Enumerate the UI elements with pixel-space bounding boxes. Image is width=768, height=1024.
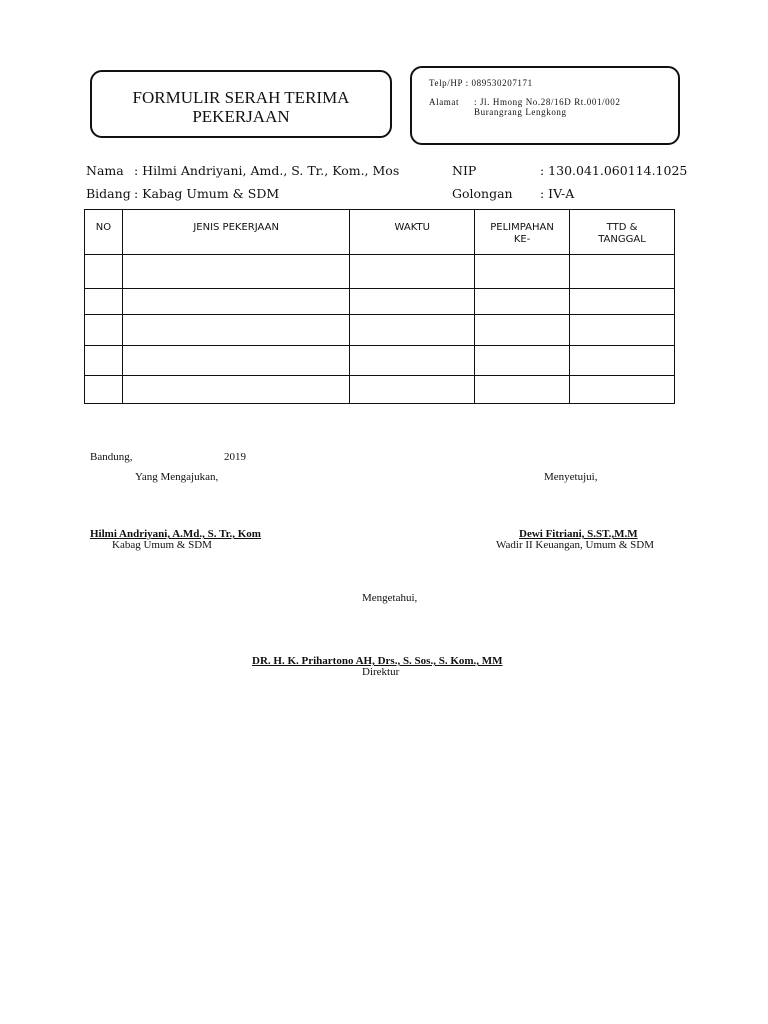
table-cell[interactable]	[350, 289, 475, 315]
applicant-name: Hilmi Andriyani, A.Md., S. Tr., Kom	[90, 528, 261, 540]
table-cell[interactable]	[475, 376, 570, 404]
header-no: NO	[85, 210, 123, 255]
address-label: Alamat	[429, 97, 460, 107]
approver-label: Menyetujui,	[544, 471, 598, 483]
table-cell[interactable]	[122, 346, 349, 376]
address-line-1: : Jl. Hmong No.28/16D Rt.001/002	[474, 97, 621, 107]
table-cell[interactable]	[570, 289, 675, 315]
acknowledged-label: Mengetahui,	[362, 592, 418, 604]
table-cell[interactable]	[350, 346, 475, 376]
header-jenis-pekerjaan: JENIS PEKERJAAN	[122, 210, 349, 255]
bidang-label: Bidang	[86, 186, 131, 201]
phone-number: Telp/HP : 089530207171	[429, 78, 533, 88]
golongan-value: : IV-A	[540, 186, 575, 201]
table-cell[interactable]	[122, 289, 349, 315]
table-row	[85, 376, 675, 404]
director-title: Direktur	[362, 666, 400, 678]
table-cell[interactable]	[570, 315, 675, 346]
table-cell[interactable]	[570, 255, 675, 289]
table-cell[interactable]	[122, 255, 349, 289]
table-cell[interactable]	[570, 346, 675, 376]
nip-label: NIP	[452, 163, 477, 178]
applicant-label: Yang Mengajukan,	[135, 471, 219, 483]
table-cell[interactable]	[85, 315, 123, 346]
table-row	[85, 346, 675, 376]
table-cell[interactable]	[85, 255, 123, 289]
table-cell[interactable]	[475, 289, 570, 315]
table-row	[85, 315, 675, 346]
form-title-box	[90, 70, 392, 138]
place-text: Bandung,	[90, 451, 133, 463]
table-cell[interactable]	[475, 315, 570, 346]
approver-title: Wadir II Keuangan, Umum & SDM	[496, 539, 654, 551]
table-cell[interactable]	[475, 255, 570, 289]
table-cell[interactable]	[122, 315, 349, 346]
form-title: FORMULIR SERAH TERIMA PEKERJAAN	[132, 88, 350, 126]
bidang-value: : Kabag Umum & SDM	[134, 186, 280, 201]
table-cell[interactable]	[475, 346, 570, 376]
approver-name: Dewi Fitriani, S.ST.,M.M	[519, 528, 638, 540]
director-name: DR. H. K. Prihartono AH, Drs., S. Sos., S. Kom., MM	[252, 655, 503, 667]
nama-label: Nama	[86, 163, 124, 178]
table-cell[interactable]	[350, 255, 475, 289]
golongan-label: Golongan	[452, 186, 513, 201]
address-line-2: Burangrang Lengkong	[474, 107, 567, 117]
nip-value: : 130.041.060114.1025	[540, 163, 688, 178]
header-ttd-tanggal: TTD & TANGGAL	[570, 210, 675, 255]
year-text: 2019	[224, 451, 246, 463]
table-cell[interactable]	[350, 376, 475, 404]
work-handover-table	[84, 209, 675, 404]
header-pelimpahan: PELIMPAHAN KE-	[475, 210, 570, 255]
table-row	[85, 255, 675, 289]
table-header-row	[85, 210, 675, 255]
table-row	[85, 289, 675, 315]
table-cell[interactable]	[85, 376, 123, 404]
table-cell[interactable]	[85, 346, 123, 376]
header-waktu: WAKTU	[350, 210, 475, 255]
table-cell[interactable]	[122, 376, 349, 404]
applicant-title: Kabag Umum & SDM	[112, 539, 212, 551]
nama-value: : Hilmi Andriyani, Amd., S. Tr., Kom., Mos	[134, 163, 400, 178]
table-cell[interactable]	[570, 376, 675, 404]
table-cell[interactable]	[85, 289, 123, 315]
table-cell[interactable]	[350, 315, 475, 346]
